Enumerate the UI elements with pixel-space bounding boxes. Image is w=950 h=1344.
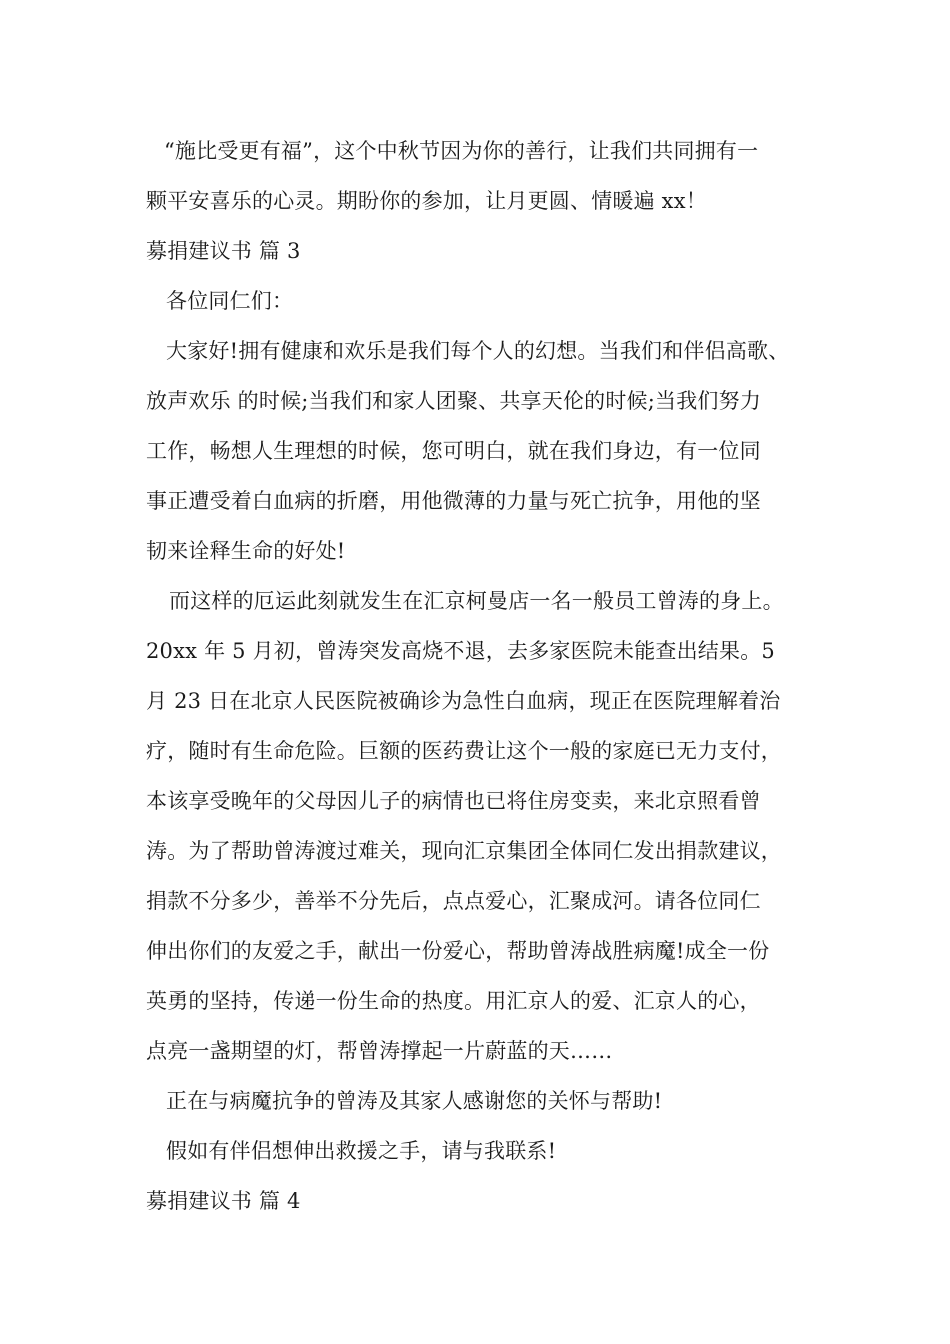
paragraph-line: “施比受更有福”，这个中秋节因为你的善行，让我们共同拥有一 [164, 139, 759, 163]
paragraph-line: 疗，随时有生命危险。巨额的医药费让这个一般的家庭已无力支付， [146, 739, 782, 763]
section-heading: 募捐建议书 篇 4 [146, 1189, 301, 1213]
paragraph-line: 伸出你们的友爱之手，献出一份爱心，帮助曾涛战胜病魔!成全一份 [146, 939, 770, 963]
paragraph-line: 点亮一盏期望的灯，帮曾涛撑起一片蔚蓝的天…… [146, 1039, 613, 1063]
paragraph-line: 正在与病魔抗争的曾涛及其家人感谢您的关怀与帮助! [166, 1089, 663, 1113]
paragraph-line: 月 23 日在北京人民医院被确诊为急性白血病，现正在医院理解着治 [146, 689, 781, 713]
paragraph-line: 工作，畅想人生理想的时候，您可明白，就在我们身边，有一位同 [146, 439, 761, 463]
salutation: 各位同仁们： [166, 289, 294, 313]
paragraph-line: 涛。为了帮助曾涛渡过难关，现向汇京集团全体同仁发出捐款建议， [146, 839, 782, 863]
paragraph-line: 假如有伴侣想伸出救援之手，请与我联系! [166, 1139, 557, 1163]
paragraph-line: 而这样的厄运此刻就发生在汇京柯曼店一名一般员工曾涛的身上。 [169, 589, 784, 613]
paragraph-line: 放声欢乐 的时候;当我们和家人团聚、共享天伦的时候;当我们努力 [146, 389, 762, 413]
paragraph-line: 大家好!拥有健康和欢乐是我们每个人的幻想。当我们和伴侣高歌、 [166, 339, 790, 363]
paragraph-line: 韧来诠释生命的好处! [146, 539, 346, 563]
paragraph-line: 颗平安喜乐的心灵。期盼你的参加，让月更圆、情暖遍 xx！ [146, 189, 707, 213]
paragraph-line: 20xx 年 5 月初，曾涛突发高烧不退，去多家医院未能查出结果。5 [146, 639, 775, 663]
paragraph-line: 事正遭受着白血病的折磨，用他微薄的力量与死亡抗争，用他的坚 [146, 489, 761, 513]
paragraph-line: 本该享受晚年的父母因儿子的病情也已将住房变卖，来北京照看曾 [146, 789, 761, 813]
section-heading: 募捐建议书 篇 3 [146, 239, 301, 263]
paragraph-line: 英勇的坚持，传递一份生命的热度。用汇京人的爱、汇京人的心， [146, 989, 761, 1013]
paragraph-line: 捐款不分多少，善举不分先后，点点爱心，汇聚成河。请各位同仁 [146, 889, 761, 913]
